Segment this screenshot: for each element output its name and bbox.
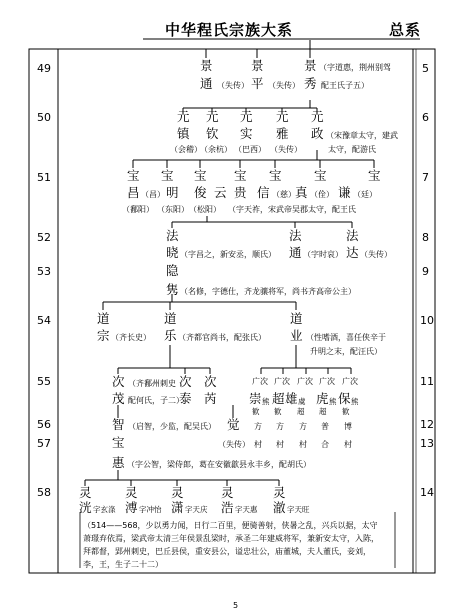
person-name: 明 — [166, 185, 179, 200]
person-note: 歓 — [274, 407, 282, 416]
person-note: （会稽） — [170, 145, 202, 154]
person-note: （东阳） — [157, 205, 189, 214]
person-note: （字时哀） — [303, 250, 343, 259]
gen-right-7: 7 — [422, 171, 429, 184]
gen-right-5: 5 — [422, 62, 429, 75]
gen-left-52: 52 — [37, 231, 51, 244]
gen-char: 灵 — [125, 485, 138, 500]
person-note: （鄱阳） — [122, 205, 154, 214]
gen-char: 隐 — [166, 263, 179, 278]
gen-right-11: 11 — [420, 375, 434, 388]
person-note: （失传） — [218, 440, 250, 449]
person-note: （廷） — [353, 190, 377, 199]
gen-char: 道 — [290, 311, 303, 326]
gen-right-10: 10 — [420, 314, 434, 327]
person-note: （齐鄱州刺史 — [128, 379, 176, 388]
person-name: 晓 — [166, 245, 179, 260]
person-note: （字昌之，新安丞，顺氏） — [180, 250, 276, 259]
person-name: 觉 — [227, 417, 240, 432]
gen-char: 灵 — [79, 485, 92, 500]
gen-left-50: 50 — [37, 111, 51, 124]
person-note: （昌） — [141, 190, 165, 199]
gen-left-56: 56 — [37, 418, 51, 431]
person-note: 字天旺 — [287, 505, 310, 514]
person-note: 配何氏，子二） — [128, 396, 184, 405]
gen-char: 法 — [346, 228, 359, 243]
person-name: 超 — [272, 391, 285, 406]
gen-left-57: 57 — [37, 437, 51, 450]
gen-char: 广次 — [319, 377, 335, 386]
person-note: 熊 — [329, 397, 337, 406]
person-name: 镇 — [177, 126, 190, 141]
gen-char: 宝 — [269, 168, 282, 183]
person-note: 歓 — [252, 407, 260, 416]
person-note: 字天惠 — [235, 505, 258, 514]
gen-char: 景 — [200, 58, 213, 73]
person-name: 谦 — [338, 185, 351, 200]
person-name: 浩 — [221, 500, 234, 515]
person-note: 熊 — [351, 397, 359, 406]
person-note: 熊 — [262, 397, 270, 406]
gen-char: 次 — [179, 374, 192, 389]
person-note: 字冲怡 — [139, 505, 162, 514]
person-name: 潇 — [171, 500, 184, 515]
person-name: 虎 — [316, 391, 329, 406]
person-name: 宗 — [97, 328, 110, 343]
gen-char: 广次 — [297, 377, 313, 386]
gen-char: 景 — [304, 58, 317, 73]
person-note: （齐长史） — [111, 333, 151, 342]
person-note: （佺） — [310, 190, 334, 199]
person-name: 保 — [338, 391, 351, 406]
gen-char: 元 — [206, 109, 219, 124]
gen-char: 灵 — [221, 485, 234, 500]
person-note: （字天祚，宋武帝吴郡太守，配王氏 — [228, 205, 356, 214]
person-name: 茂 — [112, 391, 125, 406]
person-name: 秀 — [304, 76, 317, 91]
person-note: （失传） — [268, 81, 300, 90]
person-note: （启智，少监，配吴氏） — [128, 422, 216, 431]
person-note: 配王氏子五） — [321, 81, 369, 90]
person-note: （失传） — [360, 250, 392, 259]
gen-left-54: 54 — [37, 314, 51, 327]
person-note: 博 — [344, 422, 352, 431]
person-note: 字玄涤 — [93, 505, 116, 514]
person-note: （慈） — [272, 190, 296, 199]
person-note: 方 — [276, 422, 284, 431]
person-note: 合 — [321, 440, 329, 449]
gen-char: 法 — [289, 228, 302, 243]
person-note: （字道惠，荆州别驾 — [319, 63, 391, 72]
person-name: 澈 — [273, 500, 286, 515]
person-note: 字天庆 — [185, 505, 208, 514]
person-name: 崇 — [249, 391, 262, 406]
gen-right-6: 6 — [422, 111, 429, 124]
person-name: 贵 — [234, 185, 247, 200]
gen-char: 元 — [311, 109, 324, 124]
person-name: 信 — [257, 185, 270, 200]
person-note: 超 — [319, 407, 327, 416]
gen-left-51: 51 — [37, 171, 51, 184]
gen-char: 元 — [240, 109, 253, 124]
gen-char: 灵 — [273, 485, 286, 500]
person-name: 云 — [214, 185, 227, 200]
gen-char: 次 — [204, 374, 217, 389]
gen-right-13: 13 — [420, 437, 434, 450]
gen-char: 灵 — [171, 485, 184, 500]
page-title: 中华程氏宗族大系 — [165, 21, 294, 39]
person-name: 泰 — [179, 391, 192, 406]
gen-left-49: 49 — [37, 62, 51, 75]
person-note: （性嗜酒，喜任侠辛于 — [306, 333, 386, 342]
person-note: 超 — [297, 407, 305, 416]
person-name: 通 — [289, 245, 302, 260]
gen-left-55: 55 — [37, 375, 51, 388]
gen-char: 宝 — [127, 168, 140, 183]
person-name: 通 — [200, 76, 213, 91]
person-note: （宋豫章太守，建武 — [326, 131, 398, 140]
person-name: 隽 — [166, 282, 179, 297]
person-note: 村 — [344, 440, 352, 449]
person-note: 太守，配游氏 — [328, 145, 376, 154]
person-note: （失传） — [217, 81, 249, 90]
gen-char: 宝 — [368, 168, 381, 183]
gen-char: 宝 — [314, 168, 327, 183]
person-note: 村 — [299, 440, 307, 449]
person-name: 昌 — [127, 185, 140, 200]
person-note: （巴西） — [234, 145, 266, 154]
gen-char: 宝 — [161, 168, 174, 183]
gen-char: 广次 — [252, 377, 268, 386]
person-name: 智 — [112, 417, 125, 432]
person-name: 业 — [290, 328, 303, 343]
person-note: （余杭） — [200, 145, 232, 154]
gen-right-12: 12 — [420, 418, 434, 431]
person-note: （松阳） — [189, 205, 221, 214]
person-note: 方 — [299, 422, 307, 431]
person-name: 芮 — [204, 391, 217, 406]
section-label: 总系 — [389, 21, 422, 39]
person-note: 方 — [254, 422, 262, 431]
person-name: 惠 — [112, 455, 125, 470]
gen-char: 广次 — [274, 377, 290, 386]
biography-line: 萧璟弃依焉，梁武帝太清三年侯景乱梁时，承圣二年建威将军，兼新安太守，入陈， — [83, 534, 379, 543]
person-name: 真 — [295, 185, 308, 200]
gen-char: 宝 — [194, 168, 207, 183]
gen-char: 次 — [112, 374, 125, 389]
gen-char: 道 — [97, 311, 110, 326]
gen-char: 宝 — [234, 168, 247, 183]
person-name: 俊 — [194, 185, 207, 200]
person-name: 乐 — [164, 328, 177, 343]
person-name: 钦 — [206, 126, 219, 141]
person-note: （名修，字德仕，齐龙骧将军，尚书齐高帝公主） — [180, 287, 356, 296]
gen-right-8: 8 — [422, 231, 429, 244]
gen-char: 广次 — [342, 377, 358, 386]
person-name: 洸 — [79, 500, 92, 515]
biography-line: （514——568，少以勇力闻，日行二百里，便骑善射，侠暑之乱，兴兵以据，太守 — [83, 521, 378, 530]
person-note: 村 — [276, 440, 284, 449]
person-name: 雄 — [285, 391, 298, 406]
biography-line: 李，王，生子二十二） — [83, 560, 163, 569]
person-note: 虞 — [298, 397, 306, 406]
person-name: 平 — [251, 76, 264, 91]
gen-char: 道 — [164, 311, 177, 326]
biography-line: 拜都督，郢州刺史，巴丘县侯，重安县公，谥忠壮公，庙董城，夫人董氏，妾刘， — [83, 547, 371, 556]
person-note: （失传） — [270, 145, 302, 154]
person-note: 歓 — [342, 407, 350, 416]
gen-char: 景 — [251, 58, 264, 73]
person-note: （字公智，梁侍郎，葛在安徽歙县永丰乡，配胡氏） — [127, 460, 311, 469]
person-note: 普 — [321, 422, 329, 431]
person-note: 村 — [254, 440, 262, 449]
person-name: 雅 — [276, 126, 289, 141]
gen-left-58: 58 — [37, 486, 51, 499]
gen-char: 法 — [166, 228, 179, 243]
person-name: 政 — [311, 126, 324, 141]
person-name: 溥 — [125, 500, 138, 515]
gen-right-9: 9 — [422, 265, 429, 278]
person-note: （齐都官尚书，配张氏） — [178, 333, 266, 342]
page-number: 5 — [233, 601, 239, 610]
person-note: 升明之末，配汪氏） — [310, 347, 382, 356]
gen-char: 元 — [276, 109, 289, 124]
person-name: 实 — [240, 126, 253, 141]
person-name: 达 — [346, 245, 359, 260]
gen-char: 宝 — [112, 435, 125, 450]
gen-char: 元 — [177, 109, 190, 124]
gen-right-14: 14 — [420, 486, 434, 499]
gen-left-53: 53 — [37, 265, 51, 278]
